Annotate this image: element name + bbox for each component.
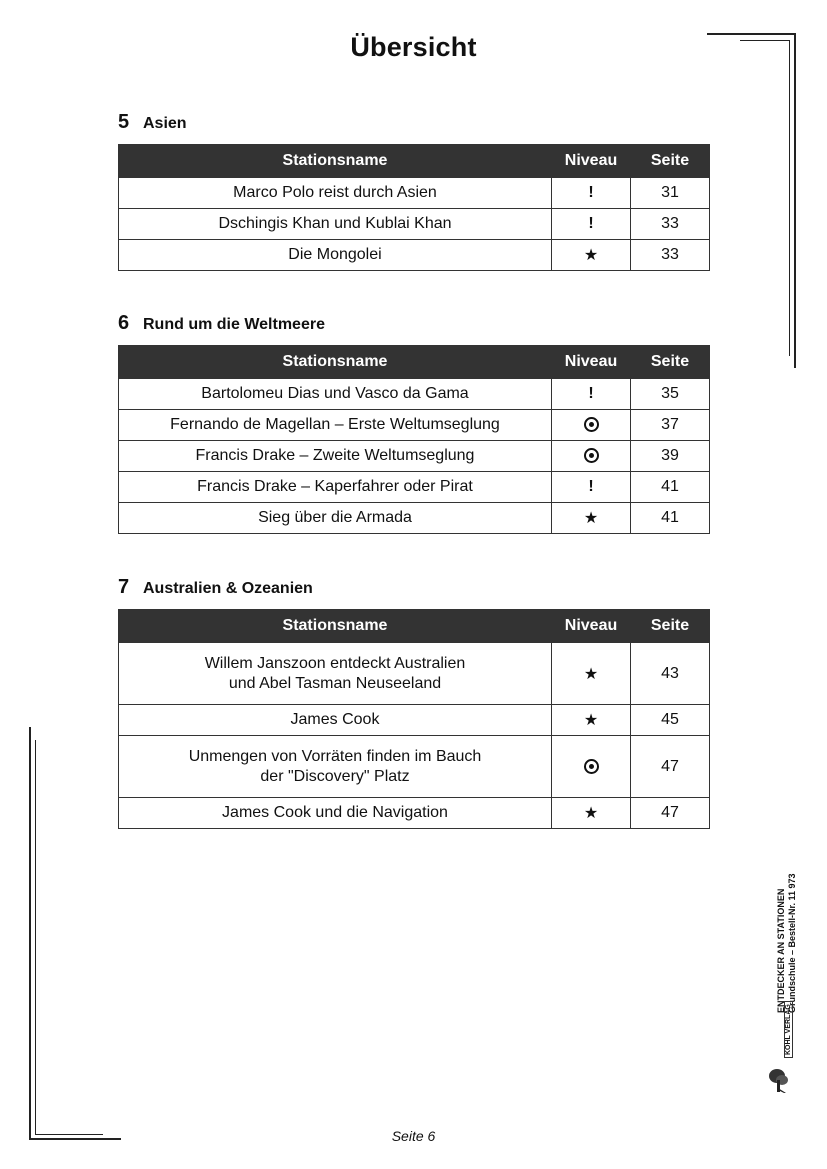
station-name: [119, 736, 552, 798]
station-name: [119, 178, 552, 209]
table-row: [119, 736, 710, 798]
station-level: [552, 643, 631, 705]
station-level: [552, 441, 631, 472]
table-header-row: [119, 346, 710, 379]
station-name-line: Francis Drake – Zweite Weltumseglung: [195, 447, 475, 464]
table-row: [119, 472, 710, 503]
star-icon: ★: [583, 247, 599, 264]
page-title: Übersicht: [350, 32, 477, 62]
tree-logo-icon: [768, 1066, 790, 1094]
section-2: [118, 576, 709, 829]
star-icon: ★: [583, 712, 599, 729]
station-name: [119, 503, 552, 534]
station-level: [552, 209, 631, 240]
star-icon: ★: [583, 665, 599, 683]
header-stationsname: Stationsname: [119, 610, 552, 643]
station-page: 35: [631, 379, 710, 410]
station-page: 31: [631, 178, 710, 209]
station-page: 41: [631, 472, 710, 503]
frame-top-right-v1: [794, 33, 796, 368]
station-name-line: Fernando de Magellan – Erste Weltumseglung: [170, 416, 500, 433]
side-info: [776, 843, 798, 1013]
exclamation-icon: !: [588, 215, 594, 232]
header-stationsname: Stationsname: [119, 145, 552, 178]
station-name-line: Willem Janszoon entdeckt Australien: [204, 654, 466, 672]
station-name: [119, 643, 552, 705]
frame-bottom-left-v1: [29, 727, 31, 1140]
station-page: 41: [631, 503, 710, 534]
target-icon: [584, 759, 599, 774]
header-niveau: Niveau: [552, 346, 631, 379]
station-name-line: Die Mongolei: [288, 246, 382, 263]
station-name-line: und Abel Tasman Neuseeland: [228, 674, 442, 692]
frame-bottom-left-v2: [35, 740, 36, 1135]
station-page: 33: [631, 209, 710, 240]
star-icon: ★: [583, 510, 599, 527]
section-heading: [118, 312, 709, 338]
page-footer: Seite 6: [391, 1128, 436, 1144]
section-heading: [118, 576, 709, 602]
station-name-line: James Cook und die Navigation: [222, 804, 448, 821]
station-level: [552, 240, 631, 271]
table-row: [119, 503, 710, 534]
station-level: [552, 503, 631, 534]
header-seite: Seite: [631, 145, 710, 178]
station-name-line: James Cook: [290, 711, 380, 728]
header-seite: Seite: [631, 610, 710, 643]
station-level: [552, 178, 631, 209]
section-title: Asien: [143, 115, 187, 132]
station-name-line: Dschingis Khan und Kublai Khan: [218, 215, 452, 232]
table-row: [119, 643, 710, 705]
section-1: [118, 312, 709, 534]
station-level: [552, 736, 631, 798]
station-name-line: Bartolomeu Dias und Vasco da Gama: [201, 385, 469, 402]
station-page: 37: [631, 410, 710, 441]
exclamation-icon: !: [588, 478, 594, 495]
header-stationsname: Stationsname: [119, 346, 552, 379]
table-row: [119, 379, 710, 410]
station-name-line: Marco Polo reist durch Asien: [233, 184, 437, 201]
header-niveau: Niveau: [552, 145, 631, 178]
frame-top-right-v2: [789, 40, 790, 356]
station-name: [119, 798, 552, 829]
section-number: 6: [118, 312, 130, 334]
table-row: [119, 209, 710, 240]
station-page: 47: [631, 798, 710, 829]
section-number: 7: [118, 576, 130, 598]
section-number: 5: [118, 111, 130, 133]
section-0: [118, 111, 709, 271]
station-level: [552, 410, 631, 441]
station-name: [119, 441, 552, 472]
table-row: [119, 705, 710, 736]
station-page: 47: [631, 736, 710, 798]
section-title: Rund um die Weltmeere: [143, 316, 325, 333]
station-table: [118, 345, 710, 534]
header-seite: Seite: [631, 346, 710, 379]
target-icon: [584, 448, 599, 463]
table-row: [119, 441, 710, 472]
station-name: [119, 240, 552, 271]
table-row: [119, 798, 710, 829]
station-name: [119, 705, 552, 736]
station-table: [118, 609, 710, 829]
table-header-row: [119, 145, 710, 178]
header-niveau: Niveau: [552, 610, 631, 643]
section-heading: [118, 111, 709, 137]
table-header-row: [119, 610, 710, 643]
target-icon: [584, 417, 599, 432]
station-name-line: Francis Drake – Kaperfahrer oder Pirat: [197, 478, 473, 495]
station-page: 33: [631, 240, 710, 271]
station-level: [552, 379, 631, 410]
station-name: [119, 472, 552, 503]
station-name: [119, 410, 552, 441]
table-row: [119, 410, 710, 441]
station-name: [119, 379, 552, 410]
table-row: [119, 178, 710, 209]
publisher-logo: [766, 1004, 804, 1092]
star-icon: ★: [583, 805, 599, 822]
station-page: 43: [631, 643, 710, 705]
station-name: [119, 209, 552, 240]
station-level: [552, 472, 631, 503]
exclamation-icon: !: [588, 385, 594, 402]
table-row: [119, 240, 710, 271]
exclamation-icon: !: [588, 184, 594, 201]
station-page: 39: [631, 441, 710, 472]
station-name-line: Unmengen von Vorräten finden im Bauch: [188, 747, 482, 765]
station-page: 45: [631, 705, 710, 736]
publisher-name: KOHL VERLAG: [784, 1001, 793, 1058]
station-level: [552, 798, 631, 829]
station-table: [118, 144, 710, 271]
station-name-line: Sieg über die Armada: [258, 509, 412, 526]
section-title: Australien & Ozeanien: [143, 580, 313, 597]
side-info-line2: Grundschule – Bestell-Nr. 11 973: [787, 873, 797, 1013]
station-level: [552, 705, 631, 736]
station-name-line: der "Discovery" Platz: [260, 767, 410, 785]
side-info-line1: ENTDECKER AN STATIONEN: [776, 888, 786, 1013]
